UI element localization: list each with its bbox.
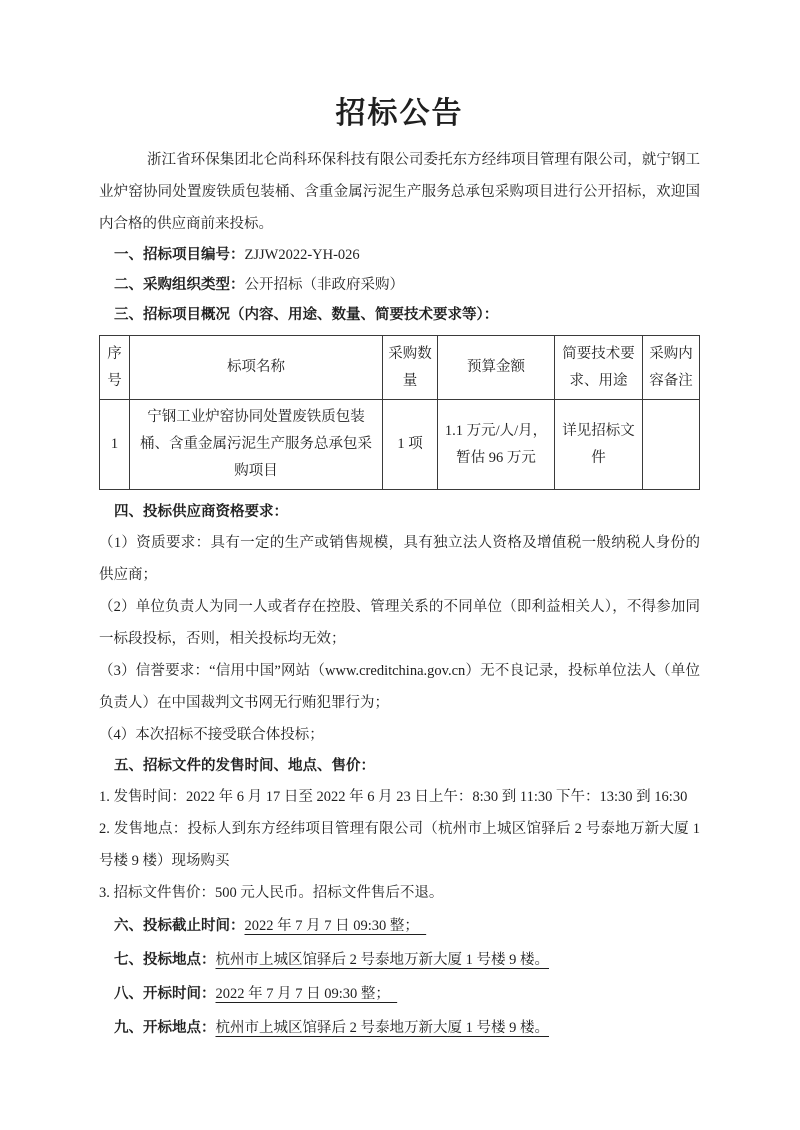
cell-item-name: 宁钢工业炉窑协同处置废铁质包装桶、含重金属污泥生产服务总承包采购项目 [130,400,383,490]
sale-time-item: 1. 发售时间：2022 年 6 月 17 日至 2022 年 6 月 23 日上午：8:30 到 11:30 下午：13:30 到 16:30 [99,789,688,805]
section-bid-location-label: 七、投标地点： [114,952,216,968]
cell-purchase-quantity: 1 项 [383,400,438,490]
intro-paragraph: 浙江省环保集团北仑尚科环保科技有限公司委托东方经纬项目管理有限公司，就宁钢工业炉窑协同处置废铁质包装桶、含重金属污泥生产服务总承包采购项目进行公开招标，欢迎国内合格的供应商前来投标。 [99,152,700,232]
sale-location-item: 2. 发售地点：投标人到东方经纬项目管理有限公司（杭州市上城区馆驿后 2 号泰地万新大厦 1 号楼 9 楼）现场购买 [99,821,700,869]
section-document-sale-heading-text: 五、招标文件的发售时间、地点、售价： [114,758,375,774]
section-project-overview-heading [99,300,700,330]
cell-serial-number: 1 [100,400,130,490]
qualification-item-3: （3）信誉要求：“信用中国”网站（www.creditchina.gov.cn）无不良记录，投标单位法人（单位负责人）在中国裁判文书网无行贿犯罪行为； [99,663,700,711]
section-project-overview-heading-text: 三、招标项目概况（内容、用途、数量、简要技术要求等）： [114,307,499,323]
qualification-item-1: （1）资质要求：具有一定的生产或销售规模，具有独立法人资格及增值税一般纳税人身份的供应商； [99,535,700,583]
cell-budget-amount: 1.1 万元/人/月，暂估 96 万元 [438,400,555,490]
section-opening-time-label: 八、开标时间： [114,986,216,1002]
section-project-number-label: 一、招标项目编号： [114,247,245,263]
table-row [100,400,700,490]
section-bid-location-value: 杭州市上城区馆驿后 2 号泰地万新大厦 1 号楼 9 楼。 [215,952,549,968]
cell-content-remarks [643,400,700,490]
header-item-name: 标项名称 [130,336,383,400]
section-bid-deadline-label: 六、投标截止时间： [114,918,245,934]
section-supplier-qualifications-heading-text: 四、投标供应商资格要求： [114,504,288,520]
page-title: 招标公告 [335,97,464,130]
project-overview-table [99,335,700,490]
section-supplier-qualifications-heading [99,497,700,527]
section-document-sale-heading [99,751,700,781]
section-bid-location [99,943,700,977]
qualification-item-2: （2）单位负责人为同一人或者存在控股、管理关系的不同单位（即利益相关人），不得参加同一标段投标，否则，相关投标均无效； [99,599,700,647]
header-serial-number: 序号 [100,336,130,400]
section-opening-time [99,977,700,1011]
header-technical-requirements: 简要技术要求、用途 [555,336,643,400]
table-header-row [100,336,700,400]
qualification-item-4: （4）本次招标不接受联合体投标； [99,727,324,743]
section-opening-location-value: 杭州市上城区馆驿后 2 号泰地万新大厦 1 号楼 9 楼。 [215,1020,549,1036]
section-procurement-type-label: 二、采购组织类型： [114,277,245,293]
section-project-number-value: ZJJW2022-YH-026 [244,247,360,263]
header-content-remarks: 采购内容备注 [643,336,700,400]
header-budget-amount: 预算金额 [438,336,555,400]
section-procurement-type [99,270,700,300]
section-opening-location [99,1011,700,1045]
header-purchase-quantity: 采购数量 [383,336,438,400]
sale-price-item: 3. 招标文件售价：500 元人民币。招标文件售后不退。 [99,885,444,901]
cell-technical-requirements: 详见招标文件 [555,400,643,490]
section-opening-location-label: 九、开标地点： [114,1020,216,1036]
section-project-number [99,240,700,270]
section-bid-deadline [99,909,700,943]
section-opening-time-value: 2022 年 7 月 7 日 09:30 整； [215,986,398,1002]
document-content [99,0,700,1045]
section-procurement-type-value: 公开招标（非政府采购） [244,277,404,293]
section-bid-deadline-value: 2022 年 7 月 7 日 09:30 整； [244,918,427,934]
